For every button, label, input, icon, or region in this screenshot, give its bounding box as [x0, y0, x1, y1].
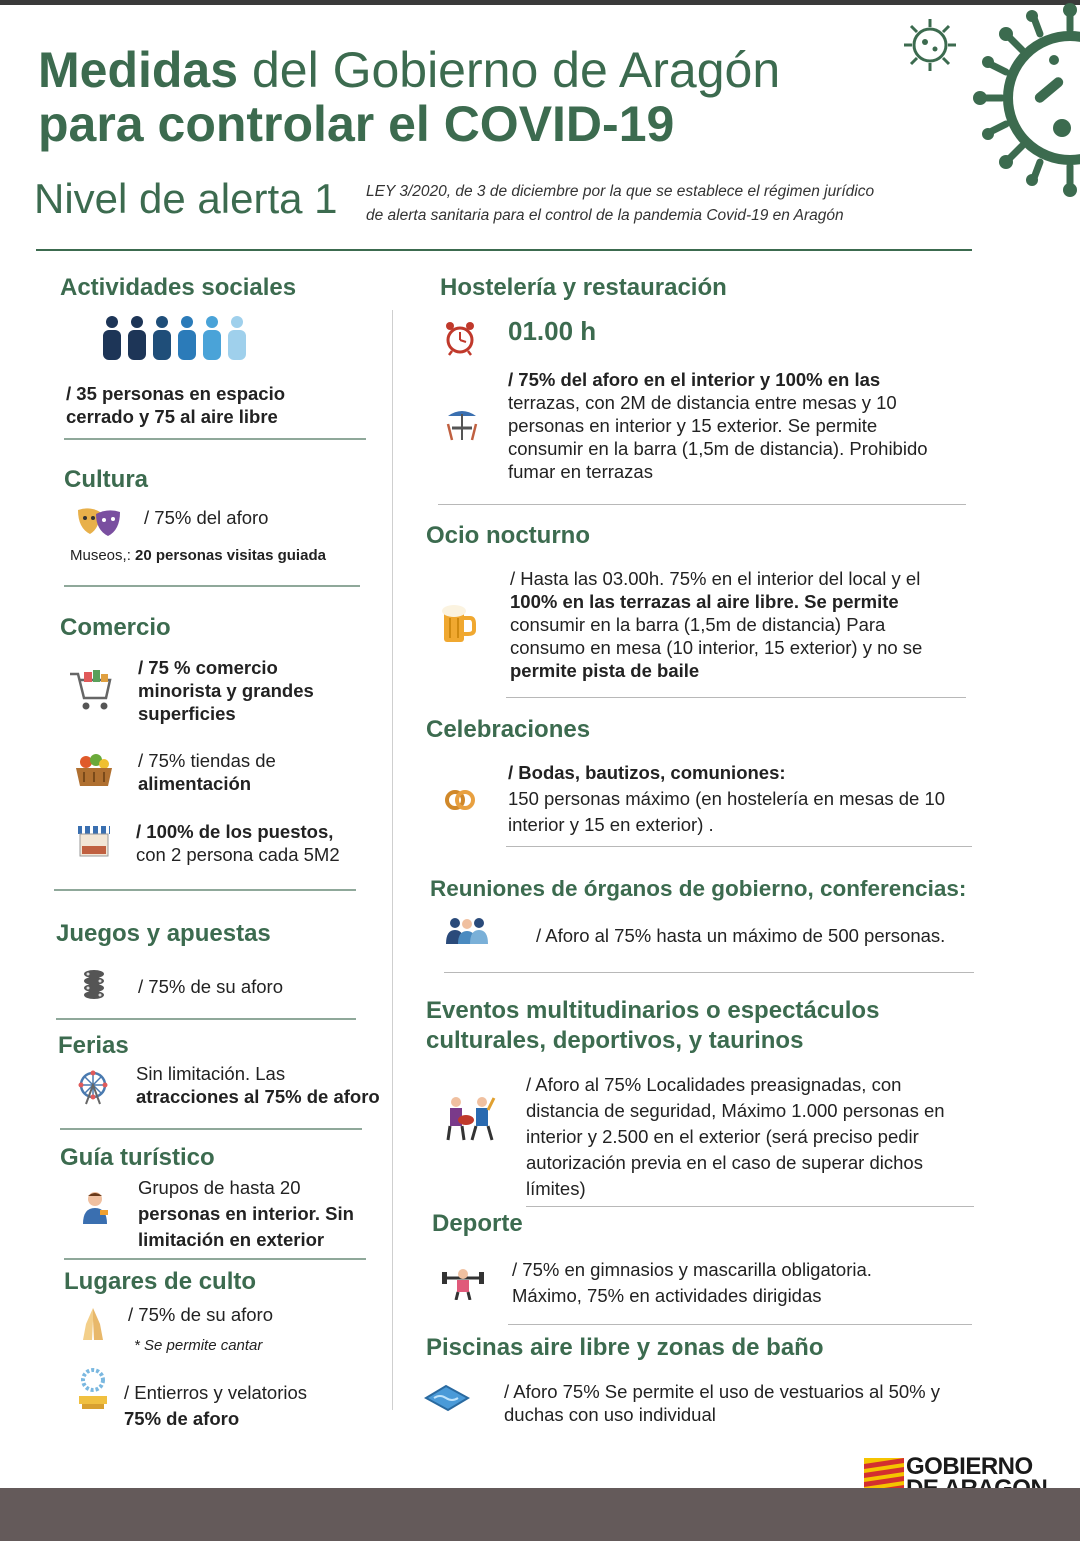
museos-text: Museos,: 20 personas visitas guiada	[70, 547, 326, 564]
divider	[508, 1324, 972, 1325]
alarm-clock-icon	[444, 320, 476, 356]
guia-text: Grupos de hasta 20 personas en interior. Sin limitación en exterior	[138, 1177, 354, 1250]
section-title-culto: Lugares de culto	[64, 1268, 257, 1295]
ferias-text: Sin limitación. Las atracciones al 75% de aforo	[136, 1063, 380, 1107]
juegos-text: / 75% de su aforo	[138, 976, 284, 997]
section-title-deporte: Deporte	[432, 1210, 523, 1237]
hosteleria-hour: 01.00 h	[508, 316, 597, 346]
page-title-line1: Medidas del Gobierno de Aragón	[38, 42, 781, 98]
divider	[64, 438, 366, 440]
top-border	[0, 0, 1080, 5]
section-title-piscinas: Piscinas aire libre y zonas de baño	[426, 1334, 824, 1361]
swimming-pool-icon	[424, 1384, 470, 1412]
page-title-line2: para controlar el COVID-19	[38, 96, 675, 152]
law-reference: LEY 3/2020, de 3 de diciembre por la que se establece el régimen jurídico de alerta sanitaria para el control de la pandemia Covid-19 en Aragón	[366, 183, 875, 224]
piscinas-text: / Aforo 75% Se permite el uso de vestuarios al 50% y duchas con uso individual	[504, 1381, 941, 1425]
ferris-wheel-icon	[76, 1070, 110, 1106]
terrace-table-icon	[444, 406, 480, 442]
divider	[56, 1018, 356, 1020]
section-title-guia: Guía turístico	[60, 1144, 215, 1171]
section-title-cultura: Cultura	[64, 466, 148, 493]
section-title-reuniones: Reuniones de órganos de gobierno, conferencias:	[430, 876, 967, 901]
performers-icon	[444, 1094, 496, 1142]
section-title-ocio: Ocio nocturno	[426, 522, 590, 549]
section-title-ferias: Ferias	[58, 1032, 129, 1059]
funeral-wreath-icon	[76, 1366, 110, 1412]
grocery-basket-icon	[74, 752, 114, 788]
ocio-text: / Hasta las 03.00h. 75% en el interior del local y el 100% en las terrazas al aire libre. Se permite consumir en la barra (1,5m de distancia) Para consumo en mesa (10 interior, 15 exterior) y no se permite pista de baile	[510, 568, 923, 681]
culto-note: * Se permite cantar	[134, 1337, 263, 1354]
comercio-item2: / 75% tiendas de alimentación	[138, 750, 276, 794]
comercio-item1: / 75 % comercio minorista y grandes superficies	[138, 657, 314, 724]
column-divider	[392, 310, 393, 1410]
divider	[506, 846, 972, 847]
celebraciones-text: / Bodas, bautizos, comuniones: 150 personas máximo (en hostelería en mesas de 10 interior y 15 en exterior) .	[508, 762, 946, 835]
divider	[506, 697, 966, 698]
divider	[444, 972, 974, 973]
small-virus-icon	[900, 15, 960, 75]
divider	[60, 1128, 362, 1130]
reuniones-text: / Aforo al 75% hasta un máximo de 500 personas.	[536, 925, 946, 946]
section-title-eventos: Eventos multitudinarios o espectáculos culturales, deportivos, y taurinos	[426, 997, 880, 1054]
large-virus-icon	[960, 0, 1080, 200]
section-title-hosteleria: Hostelería y restauración	[440, 274, 727, 301]
divider	[438, 504, 966, 505]
alert-level: Nivel de alerta 1	[34, 175, 338, 222]
people-icon	[100, 316, 256, 360]
shopping-cart-icon	[68, 668, 114, 712]
eventos-text: / Aforo al 75% Localidades preasignadas, con distancia de seguridad, Máximo 1.000 personas en interior y 2.500 en el exterior (será preciso pedir autorización previa en el caso de superar dichos límites)	[526, 1074, 945, 1199]
theater-masks-icon	[74, 504, 122, 538]
casino-chips-icon	[80, 968, 108, 1002]
section-title-juegos: Juegos y apuestas	[56, 920, 271, 947]
praying-hands-icon	[80, 1306, 106, 1342]
divider	[64, 1258, 366, 1260]
bottom-bar	[0, 1488, 1080, 1541]
header-divider	[36, 249, 972, 251]
divider	[64, 585, 360, 587]
section-title-social: Actividades sociales	[60, 274, 297, 301]
divider	[526, 1206, 974, 1207]
culto-entierros: / Entierros y velatorios 75% de aforo	[124, 1382, 308, 1429]
wedding-rings-icon	[444, 788, 476, 810]
market-stall-icon	[76, 824, 112, 862]
section-title-celebraciones: Celebraciones	[426, 716, 591, 743]
weightlifting-icon	[440, 1264, 486, 1300]
hosteleria-text: / 75% del aforo en el interior y 100% en las terrazas, con 2M de distancia entre mesas y 10 personas en interior y 15 exterior. Se permite consumir en la barra (1,5m de distancia). Prohibido fumar en terrazas	[508, 369, 928, 482]
deporte-text: / 75% en gimnasios y mascarilla obligatoria. Máximo, 75% en actividades dirigidas	[512, 1259, 872, 1306]
culto-text: / 75% de su aforo	[128, 1304, 274, 1325]
social-text: / 35 personas en espacio cerrado y 75 al aire libre	[66, 383, 286, 427]
gobierno-aragon-logo-text: GOBIERNO	[906, 1453, 1033, 1480]
tour-guide-icon	[80, 1190, 110, 1224]
section-title-comercio: Comercio	[60, 614, 171, 641]
cultura-text: / 75% del aforo	[144, 507, 269, 528]
meeting-people-icon	[444, 916, 490, 946]
beer-mug-icon	[440, 602, 476, 644]
comercio-item3: / 100% de los puestos, con 2 persona cada 5M2	[136, 821, 340, 865]
divider	[54, 889, 356, 891]
